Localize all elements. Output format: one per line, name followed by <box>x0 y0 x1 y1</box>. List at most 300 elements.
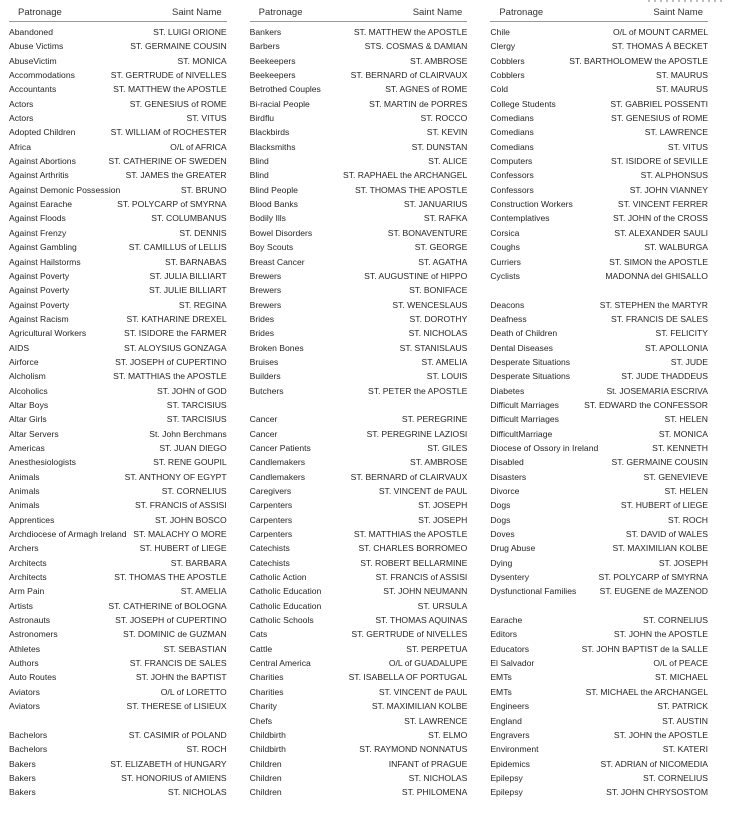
saint-name-cell: ST. DUNSTAN <box>411 141 468 152</box>
patronage-cell: Africa <box>9 141 31 152</box>
saint-name-cell: ST. HELEN <box>664 486 708 496</box>
saint-name-cell: ST. KEVIN <box>426 127 468 138</box>
patronage-cell: Bankers <box>249 27 282 37</box>
patronage-cell: Airforce <box>9 356 39 367</box>
saint-name-cell: ST. JOHN CHRYSOSTOM <box>606 787 708 798</box>
table-row <box>490 111 708 125</box>
table-row <box>250 584 468 598</box>
saint-name-cell: ST. JOSEPH of CUPERTINO <box>115 615 227 626</box>
table-row <box>490 197 708 211</box>
saint-name-cell: ST. MATTHEW the APOSTLE <box>353 27 468 37</box>
saint-name-cell: ST. VITUS <box>667 141 708 152</box>
patronage-cell: Barbers <box>249 41 280 52</box>
saint-name-cell: ST. RAYMOND NONNATUS <box>359 744 468 755</box>
saint-name-column-header: Saint Name <box>653 7 703 18</box>
patronage-cell: Dogs <box>490 500 511 511</box>
table-row <box>9 68 227 82</box>
saint-name-cell: ST. GERMAINE COUSIN <box>130 41 227 52</box>
saint-name-cell: ST. PERPETUA <box>406 643 468 654</box>
patronage-cell: AIDS <box>9 342 30 353</box>
saints-column-3 <box>490 7 708 800</box>
patronage-cell: Comedians <box>490 113 534 124</box>
patronage-cell: EMTs <box>490 686 512 697</box>
patronage-cell: Alcholism <box>9 371 46 382</box>
table-row <box>490 255 708 269</box>
patronage-cell: Carpenters <box>249 529 293 540</box>
table-row <box>250 183 468 197</box>
table-row <box>250 226 468 240</box>
table-row <box>250 283 468 297</box>
table-row <box>250 513 468 527</box>
saint-name-cell: ST. FELICITY <box>655 328 708 339</box>
table-row <box>490 384 708 398</box>
table-row <box>9 168 227 182</box>
table-row <box>9 584 227 598</box>
table-row <box>250 570 468 584</box>
table-row <box>250 785 468 799</box>
table-row <box>9 570 227 584</box>
saint-name-cell: ST. PATRICK <box>657 701 708 712</box>
patronage-cell: Astronauts <box>9 615 51 626</box>
patronage-cell: Brewers <box>249 270 282 281</box>
saint-name-cell: ST. BONAVENTURE <box>387 227 468 238</box>
saint-name-cell: ST. JULIE BILLIART <box>148 285 227 296</box>
table-row <box>250 154 468 168</box>
saint-name-cell: ST. CATHERINE of BOLOGNA <box>108 600 227 611</box>
patronage-cell: Confessors <box>490 184 534 195</box>
patronage-cell: Blind <box>249 170 269 181</box>
saint-name-cell: ST. JUDE <box>670 356 708 367</box>
table-row <box>490 642 708 656</box>
row-spacer <box>490 599 708 613</box>
patronage-cell: Anesthesiologists <box>9 457 76 468</box>
patronage-cell: Blackbirds <box>249 127 290 138</box>
table-row <box>250 757 468 771</box>
saint-name-cell: ST. EDWARD the CONFESSOR <box>584 399 708 410</box>
patronage-cell: Bachelors <box>9 729 48 740</box>
patronage-cell: Catholic Education <box>249 586 322 597</box>
table-row <box>250 240 468 254</box>
table-row <box>9 384 227 398</box>
patronage-cell: Builders <box>249 371 281 382</box>
table-row <box>9 125 227 139</box>
patronage-cell: Animals <box>9 500 40 511</box>
table-row <box>490 527 708 541</box>
saint-name-cell: ST. ROCH <box>186 744 227 755</box>
saint-name-cell: ST. LAWRENCE <box>644 127 708 138</box>
saint-name-cell: ST. RAFKA <box>423 213 468 224</box>
patronage-cell: England <box>490 715 522 726</box>
table-row <box>250 341 468 355</box>
saint-name-cell: MADONNA del GHISALLO <box>605 270 708 281</box>
table-row <box>490 355 708 369</box>
patronage-cell: Against Hailstorms <box>9 256 81 267</box>
patronage-cell: Against Poverty <box>9 285 70 296</box>
saint-name-cell: ST. HONORIUS of AMIENS <box>121 772 227 783</box>
saint-name-cell: ST. ADRIAN of NICOMEDIA <box>600 758 708 769</box>
patronage-cell: Children <box>249 758 282 769</box>
patronage-cell: Divorce <box>490 486 520 496</box>
saint-name-cell: ST. GENEVIEVE <box>643 471 708 482</box>
saint-name-cell: ST. FRANCIS DE SALES <box>129 658 227 669</box>
patronage-cell: Candlemakers <box>249 457 306 468</box>
saint-name-cell: ST. TARCISIUS <box>166 414 227 425</box>
patronage-cell: Confessors <box>490 170 534 181</box>
patronage-cell: Charities <box>249 686 284 697</box>
cropped-page-header-fragment <box>648 0 722 2</box>
patronage-cell: Dying <box>490 557 513 568</box>
saint-name-cell: O/L of LORETTO <box>160 686 227 697</box>
saint-name-cell: ST. CORNELIUS <box>643 772 708 783</box>
patronage-cell: Deacons <box>490 299 525 310</box>
saint-name-cell: INFANT of PRAGUE <box>388 758 468 769</box>
saint-name-cell: ST. AMELIA <box>180 586 227 597</box>
patronage-cell: Archdiocese of Armagh Ireland <box>9 529 127 540</box>
table-row <box>9 240 227 254</box>
table-row <box>490 656 708 670</box>
table-row <box>250 125 468 139</box>
saint-name-cell: ST. ELIZABETH of HUNGARY <box>110 758 227 769</box>
table-row <box>490 785 708 799</box>
patronage-cell: Against Gambling <box>9 242 77 253</box>
table-row <box>250 613 468 627</box>
patronage-cell: Carpenters <box>249 500 293 511</box>
saint-name-cell: ST. BARNABAS <box>165 256 227 267</box>
saint-name-cell: St. John Berchmans <box>149 428 227 439</box>
saint-name-cell: ST. SIMON the APOSTLE <box>609 256 708 267</box>
table-row <box>490 541 708 555</box>
saint-name-cell: ST. EUGENE de MAZENOD <box>599 586 708 597</box>
saint-name-cell: ST. THOMAS THE APOSTLE <box>114 572 227 583</box>
saint-name-cell: ST. APOLLONIA <box>644 342 708 353</box>
table-row <box>9 470 227 484</box>
table-row <box>9 757 227 771</box>
patronage-cell: Bakers <box>9 772 36 783</box>
table-row <box>490 326 708 340</box>
patronage-cell: Catholic Schools <box>249 615 314 626</box>
patronage-cell: Dysentery <box>490 572 530 583</box>
saint-name-cell: ST. TARCISIUS <box>166 399 227 410</box>
table-row <box>490 369 708 383</box>
table-row <box>9 39 227 53</box>
saint-name-cell: ST. POLYCARP of SMYRNA <box>598 572 708 583</box>
patronage-cell: Cobblers <box>490 70 525 81</box>
saint-name-cell: O/L of MOUNT CARMEL <box>612 27 708 37</box>
table-row <box>250 441 468 455</box>
table-row <box>490 298 708 312</box>
saint-name-cell: ST. ROCH <box>667 514 708 525</box>
patronage-cell: Death of Children <box>490 328 558 339</box>
patronage-cell: Epilepsy <box>490 787 523 798</box>
column-header <box>490 7 708 22</box>
table-row <box>490 97 708 111</box>
saint-name-cell: ST. NICHOLAS <box>408 772 468 783</box>
table-row <box>250 197 468 211</box>
table-row <box>9 627 227 641</box>
table-row <box>250 685 468 699</box>
saint-name-cell: ST. PETER the APOSTLE <box>367 385 468 396</box>
saint-name-cell: ST. BERNARD of CLAIRVAUX <box>350 70 468 81</box>
table-row <box>490 685 708 699</box>
table-row <box>250 312 468 326</box>
saint-name-cell: ST. WALBURGA <box>644 242 708 253</box>
patronage-cell: Cyclists <box>490 270 520 281</box>
saint-name-cell: STS. COSMAS & DAMIAN <box>364 41 468 52</box>
table-row <box>250 728 468 742</box>
patronage-cell: Beekeepers <box>249 55 296 66</box>
patronage-cell: Artists <box>9 600 33 611</box>
table-row <box>9 283 227 297</box>
patronage-cell: Against Arthritis <box>9 170 69 181</box>
table-row <box>250 627 468 641</box>
saint-name-cell: ST. MARTIN de PORRES <box>369 98 468 109</box>
saint-name-cell: ST. THERESE of LISIEUX <box>126 701 227 712</box>
patronage-cell: Brewers <box>249 285 282 296</box>
table-row <box>250 211 468 225</box>
saint-name-cell: ST. GENESIUS of ROME <box>129 98 227 109</box>
patronage-cell: Actors <box>9 98 34 109</box>
saint-name-cell: ST. JUDE THADDEUS <box>621 371 708 382</box>
table-row <box>490 154 708 168</box>
table-row <box>9 412 227 426</box>
saint-name-cell: ST. GEORGE <box>414 242 468 253</box>
saint-name-cell: ST. SEBASTIAN <box>163 643 227 654</box>
table-row <box>9 771 227 785</box>
table-row <box>250 269 468 283</box>
patronage-cell: Bruises <box>249 356 279 367</box>
patronage-cell: Beekeepers <box>249 70 296 81</box>
table-row <box>490 513 708 527</box>
patronage-cell: Actors <box>9 113 34 124</box>
table-row <box>250 369 468 383</box>
saint-name-cell: ST. DOMINIC de GUZMAN <box>123 629 227 640</box>
table-row <box>490 570 708 584</box>
patronage-cell: Brides <box>249 328 275 339</box>
table-row <box>250 470 468 484</box>
saint-name-cell: ST. REGINA <box>178 299 227 310</box>
saint-name-cell: ST. MAXIMILIAN KOLBE <box>371 701 468 712</box>
saint-name-cell: ST. KATERI <box>662 744 708 755</box>
patronage-cell: Broken Bones <box>249 342 304 353</box>
table-row <box>250 82 468 96</box>
patronage-cell: Butchers <box>249 385 284 396</box>
patronage-cell: Cancer Patients <box>249 442 311 453</box>
patronage-cell: Candlemakers <box>249 471 306 482</box>
table-row <box>250 670 468 684</box>
table-row <box>9 398 227 412</box>
row-spacer <box>250 398 468 412</box>
saint-name-cell: O/L of AFRICA <box>170 141 227 152</box>
saint-name-cell: ST. MATTHEW the APOSTLE <box>113 84 227 95</box>
saint-name-cell: ST. BONIFACE <box>409 285 468 296</box>
table-row <box>490 427 708 441</box>
table-row <box>490 742 708 756</box>
saint-name-cell: ST. RENE GOUPIL <box>153 457 227 468</box>
table-row <box>9 556 227 570</box>
patronage-cell: Desperate Situations <box>490 371 571 382</box>
table-row <box>9 455 227 469</box>
table-row <box>9 642 227 656</box>
saint-name-cell: ST. JOHN of the CROSS <box>612 213 708 224</box>
saint-name-cell: ST. AMBROSE <box>410 55 468 66</box>
saint-name-cell: ST. LAWRENCE <box>404 715 468 726</box>
table-row <box>9 97 227 111</box>
row-spacer <box>9 714 227 728</box>
table-row <box>9 111 227 125</box>
patronage-column-header: Patronage <box>258 7 303 18</box>
patronage-cell: Comedians <box>490 141 534 152</box>
table-row <box>9 728 227 742</box>
patronage-cell: Catholic Action <box>249 572 307 583</box>
saints-rows <box>490 25 708 800</box>
saint-name-cell: ST. GILES <box>427 442 468 453</box>
table-row <box>250 412 468 426</box>
patronage-cell: Blacksmiths <box>249 141 296 152</box>
saint-name-cell: ST. PEREGRINE <box>401 414 468 425</box>
saint-name-cell: O/L of GUADALUPE <box>388 658 468 669</box>
table-row <box>250 355 468 369</box>
saint-name-cell: ST. JULIA BILLIART <box>149 270 227 281</box>
patronage-cell: Epilepsy <box>490 772 523 783</box>
saint-name-cell: ST. AUGUSTINE of HIPPO <box>364 270 468 281</box>
table-row <box>490 226 708 240</box>
saint-name-cell: ST. VITUS <box>186 113 227 124</box>
saint-name-cell: ST. AMBROSE <box>410 457 468 468</box>
table-row <box>250 556 468 570</box>
saint-name-cell: ST. JUAN DIEGO <box>159 442 227 453</box>
patronage-cell: Doves <box>490 529 515 540</box>
table-row <box>490 728 708 742</box>
patronage-cell: Children <box>249 772 282 783</box>
row-spacer <box>490 283 708 297</box>
table-row <box>9 369 227 383</box>
table-row <box>250 298 468 312</box>
patronage-cell: Engineers <box>490 701 530 712</box>
patronage-cell: Catholic Education <box>249 600 322 611</box>
saint-name-cell: ST. ISIDORE the FARMER <box>123 328 227 339</box>
table-row <box>490 54 708 68</box>
saint-name-cell: ST. VINCENT FERRER <box>617 199 708 210</box>
patronage-cell: Blind <box>249 156 269 167</box>
patronage-cell: Against Demonic Possession <box>9 184 121 195</box>
table-row <box>250 111 468 125</box>
table-row <box>490 140 708 154</box>
patronage-cell: Dogs <box>490 514 511 525</box>
table-row <box>9 613 227 627</box>
table-row <box>9 498 227 512</box>
saint-name-cell: ST. BARTHOLOMEW the APOSTLE <box>569 55 708 66</box>
saint-name-cell: ST. GERTRUDE of NIVELLES <box>110 70 227 81</box>
saint-name-cell: ST. JOSEPH <box>418 500 468 511</box>
table-row <box>490 771 708 785</box>
table-row <box>250 714 468 728</box>
saint-name-cell: ST. JOHN NEUMANN <box>383 586 468 597</box>
saint-name-cell: ST. DAVID of WALES <box>625 529 708 540</box>
table-row <box>490 125 708 139</box>
saints-table <box>0 7 736 800</box>
table-row <box>490 714 708 728</box>
saint-name-cell: ST. CAMILLUS of LELLIS <box>128 242 227 253</box>
saint-name-cell: ST. MONICA <box>177 55 227 66</box>
patronage-cell: Central America <box>249 658 311 669</box>
table-row <box>9 599 227 613</box>
table-row <box>9 742 227 756</box>
saint-name-cell: ST. PEREGRINE LAZIOSI <box>366 428 468 439</box>
saint-name-column-header: Saint Name <box>412 7 463 18</box>
saint-name-cell: ST. MALACHY O MORE <box>133 529 227 540</box>
saint-name-cell: ST. JOHN the APOSTLE <box>613 629 708 640</box>
saint-name-cell: ST. HELEN <box>664 414 708 425</box>
saint-name-cell: ST. DENNIS <box>179 227 227 238</box>
table-row <box>9 298 227 312</box>
patronage-cell: Architects <box>9 557 47 568</box>
saint-name-cell: ST. GABRIEL POSSENTI <box>610 98 708 109</box>
table-row <box>9 54 227 68</box>
table-row <box>250 427 468 441</box>
table-row <box>490 699 708 713</box>
patronage-cell: Editors <box>490 629 518 640</box>
table-row <box>9 355 227 369</box>
saint-name-cell: ST. KATHARINE DREXEL <box>126 313 227 324</box>
saint-name-cell: ST. KENNETH <box>652 442 708 453</box>
table-row <box>490 556 708 570</box>
saint-name-cell: ST. VINCENT de PAUL <box>378 486 468 496</box>
saint-name-cell: ST. LUIGI ORIONE <box>153 27 227 37</box>
patronage-cell: Alcoholics <box>9 385 48 396</box>
patronage-cell: Drug Abuse <box>490 543 536 554</box>
saint-name-cell: ST. JOHN VIANNEY <box>629 184 708 195</box>
patronage-cell: Cobblers <box>490 55 525 66</box>
patronage-cell: Childbirth <box>249 729 286 740</box>
saint-name-cell: ST. STEPHEN the MARTYR <box>599 299 708 310</box>
saint-name-cell: ST. JOSEPH <box>658 557 708 568</box>
table-row <box>9 154 227 168</box>
patronage-cell: Against Abortions <box>9 156 76 167</box>
table-row <box>490 183 708 197</box>
saint-name-cell: ST. ALOYSIUS GONZAGA <box>123 342 227 353</box>
table-row <box>250 455 468 469</box>
table-row <box>490 312 708 326</box>
table-row <box>250 384 468 398</box>
saint-name-cell: ST. JOSEPH of CUPERTINO <box>115 356 227 367</box>
saint-name-cell: ST. LOUIS <box>426 371 468 382</box>
patronage-cell: Breast Cancer <box>249 256 305 267</box>
patronage-cell: Auto Routes <box>9 672 57 683</box>
table-row <box>250 39 468 53</box>
patronage-cell: Betrothed Couples <box>249 84 321 95</box>
patronage-cell: Americas <box>9 442 45 453</box>
patronage-cell: Authors <box>9 658 39 669</box>
patronage-cell: Animals <box>9 486 40 496</box>
patronage-cell: Architects <box>9 572 47 583</box>
patronage-cell: Agricultural Workers <box>9 328 87 339</box>
table-row <box>250 68 468 82</box>
table-row <box>250 699 468 713</box>
patronage-cell: Curriers <box>490 256 521 267</box>
patronage-cell: Children <box>249 787 282 798</box>
table-row <box>9 255 227 269</box>
table-row <box>250 527 468 541</box>
saint-name-cell: St. JOSEMARIA ESCRIVA <box>606 385 708 396</box>
table-row <box>250 326 468 340</box>
saint-name-cell: ST. JAMES the GREATER <box>125 170 227 181</box>
saint-name-cell: ST. FRANCIS DE SALES <box>611 313 708 324</box>
patronage-cell: Educators <box>490 643 530 654</box>
table-row <box>490 584 708 598</box>
patronage-cell: College Students <box>490 98 556 109</box>
patronage-cell: Apprentices <box>9 514 55 525</box>
column-header <box>250 7 468 22</box>
